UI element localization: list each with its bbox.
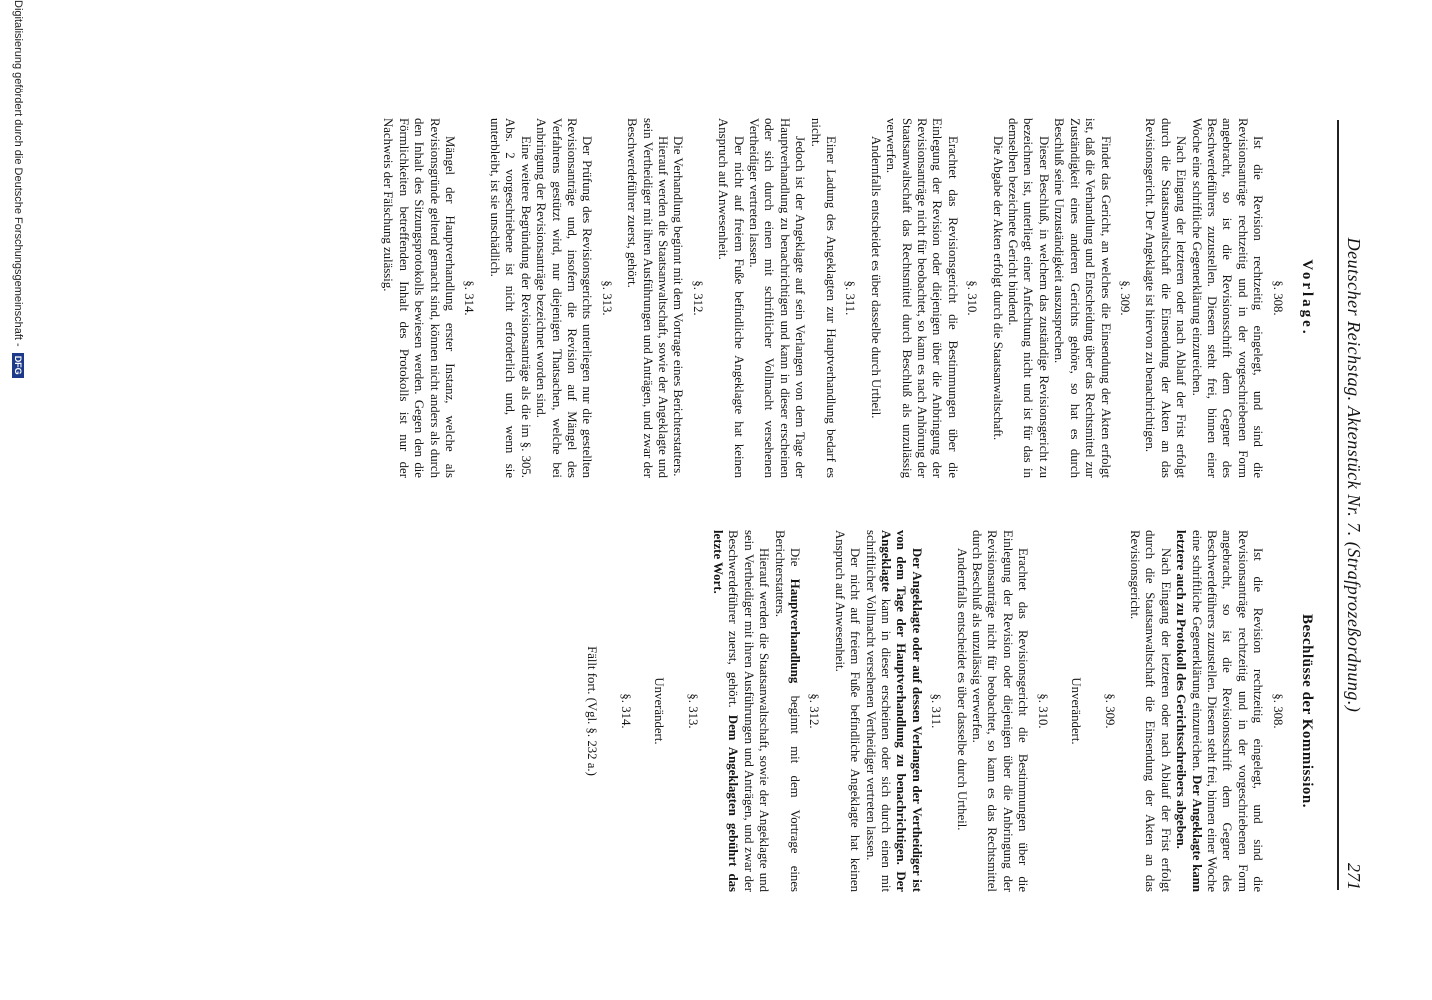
section-block xyxy=(715,118,858,478)
paragraph: Nach Eingang der letzteren oder nach Ablauf der Frist erfolgt durch die Staatsanwaltschaft die Einsendung der Akten an das Revisionsgericht. xyxy=(1127,530,1173,892)
section-number: §. 308. xyxy=(1270,280,1285,316)
paragraph-amendment: Der Angeklagte oder auf dessen Verlangen der Vertheidiger ist von dem Tage der Hauptverhandlung zu benachrichtigen. xyxy=(894,530,924,892)
section-313 xyxy=(651,530,700,892)
paragraph: Erachtet das Revisionsgericht die Bestimmungen über die Einlegung der Revision oder diejenigen über die Anbringung der Revisionsanträge nicht für beobachtet, so kann es nach Anhörung der Staatsanwaltschaft das Rechtsmittel durch Beschluß als unzulässig verwerfen. xyxy=(884,118,960,478)
section-number: §. 310. xyxy=(965,280,980,316)
section-312 xyxy=(710,530,822,892)
section-number: §. 314. xyxy=(618,693,633,729)
section-block xyxy=(989,118,1132,478)
paragraph: Der nicht auf freiem Fuße befindliche Angeklagte hat keinen Anspruch auf Anwesenheit. xyxy=(716,118,746,478)
paragraph: Eine weitere Begründung der Revisionsanträge als die im §. 305. Abs. 2 vorgeschriebene ist nicht erforderlich und, wenn sie unterbleibt, ist sie unschädlich. xyxy=(487,118,533,478)
section-block xyxy=(1142,118,1285,478)
section-number: §. 314. xyxy=(462,280,477,316)
paragraph: Findet das Gericht, an welches die Einsendung der Akten erfolgt ist, daß die Verhandlung und Entscheidung über das Rechtsmittel zur Zuständigkeit eines anderen Gerichts gehöre, so hat es durch Beschluß seine Unzuständigkeit auszusprechen. xyxy=(1052,118,1113,478)
section-309 xyxy=(1068,530,1117,892)
paragraph xyxy=(862,530,924,892)
section-number: §. 310. xyxy=(1035,693,1050,729)
column-heading-vorlage: Vorlage. xyxy=(1299,259,1315,337)
paragraph-text: beginnt mit dem Vortrage eines Berichterstatters. xyxy=(772,530,803,892)
page-header xyxy=(1337,120,1364,890)
column-vorlage xyxy=(370,118,1314,478)
section-number: §. 312. xyxy=(807,693,822,729)
section-number: §. 312. xyxy=(690,280,705,316)
paragraph: Die Abgabe der Akten erfolgt durch die Staatsanwaltschaft. xyxy=(990,136,1005,441)
section-block xyxy=(487,118,614,478)
section-number: §. 309. xyxy=(1117,280,1132,316)
dfg-logo: DFG xyxy=(12,353,24,378)
page-number: 271 xyxy=(1344,863,1364,890)
section-310 xyxy=(953,530,1049,892)
header-title: Deutscher Reichstag. Aktenstück Nr. 7. (Strafprozeßordnung.) xyxy=(1344,237,1364,713)
paragraph xyxy=(1173,530,1265,892)
column-kommission xyxy=(566,530,1314,892)
paragraph-unchanged: Unverändert. xyxy=(1069,677,1084,745)
section-number: §. 311. xyxy=(843,280,858,316)
section-block xyxy=(624,118,705,478)
paragraph: Andernfalls entscheidet es über dasselbe durch Urtheil. xyxy=(954,548,969,831)
paragraph-unchanged: Unverändert. xyxy=(652,677,667,745)
section-block xyxy=(867,118,979,478)
paragraph: Jedoch ist der Angeklagte auf sein Verlangen von dem Tage der Hauptverhandlung zu benachrichtigen und kann in dieser erscheinen oder sich durch einen mit schriftlicher Vollmacht versehenen Vertheidiger vertreten lassen. xyxy=(747,118,808,478)
section-308 xyxy=(1127,530,1285,892)
paragraph: Mängel der Hauptverhandlung erster Instanz, welche als Revisionsgründe geltend gemacht sind, können nicht anders als durch den Inhalt des Sitzungsprotokolls bewiesen werden. Gegen den die Förmlichkeiten betreffenden Inhalt des Protokolls ist nur der Nachweis der Fälschung zulässig. xyxy=(381,118,458,478)
footer-credit: Digitalisierung gefördert durch die Deutsche Forschungsgemeinschaft - xyxy=(12,0,24,347)
paragraph-amendment: Dem Angeklagten gebührt das letzte Wort. xyxy=(711,530,741,892)
section-number: §. 313. xyxy=(685,693,700,729)
paragraph: Hierauf werden die Staatsanwaltschaft, sowie der Angeklagte und sein Vertheidiger mit ihren Ausführungen und Anträgen, und zwar der Beschwerdeführer zuerst, gehört. xyxy=(625,118,670,478)
paragraph-amendment: Der Angeklagte kann letztere auch zu Protokoll des Gerichtsschreibers abgeben. xyxy=(1174,530,1204,892)
paragraph: Ist die Revision rechtzeitig eingelegt, und sind die Revisionsanträge rechtzeitig und in der vorgeschriebenen Form angebracht, so ist die Revisionsschrift dem Gegner des Beschwerdeführers zuzustellen. Diesem steht frei, binnen einer Woche eine schriftliche Gegenerklärung einzureichen. xyxy=(1189,118,1266,478)
section-number: §. 311. xyxy=(929,693,944,729)
paragraph-amendment: Der Angeklagte xyxy=(879,530,909,892)
section-number: §. 308. xyxy=(1270,693,1285,729)
section-block xyxy=(380,118,476,478)
paragraph: Der Prüfung des Revisionsgerichts unterliegen nur die gestellten Revisionsanträge und, insofern die Revision auf Mängel des Verfahrens gestützt wird, nur diejenigen Thatsachen, welche bei Anbringung der Revisionsanträge bezeichnet worden sind. xyxy=(534,118,595,478)
column-heading-kommission: Beschlüsse der Kommission. xyxy=(1299,614,1315,808)
paragraph: Erachtet das Revisionsgericht die Bestimmungen über die Einlegung der Revision oder diejenigen über die Anbringung der Revisionsanträge nicht für beobachtet, so kann es das Rechtsmittel durch Beschluß als unzulässig verwerfen. xyxy=(970,530,1031,892)
vorlage-sections xyxy=(380,118,1285,478)
paragraph xyxy=(710,530,772,892)
paragraph-text: Ist die Revision rechtzeitig eingelegt, und sind die Revisionsanträge rechtzeitig und in der vorgeschriebenen Form angebracht, so ist die Revisionsschrift dem Gegner des Beschwerdeführers zuzustellen. Diesem steht frei, binnen einer Woche eine schriftliche Gegenerklärung einzureichen. xyxy=(1189,530,1266,892)
paragraph: Andernfalls entscheidet es über dasselbe durch Urtheil. xyxy=(868,136,883,419)
paragraph-text: kann in dieser erscheinen oder sich durch einen mit schriftlicher Vollmacht versehenen Vertheidiger vertreten lassen. xyxy=(863,530,894,892)
digitization-footer xyxy=(12,0,24,1000)
paragraph: Einer Ladung des Angeklagten zur Hauptverhandlung bedarf es nicht. xyxy=(808,118,839,478)
paragraph-amendment: Hauptverhandlung xyxy=(788,578,803,684)
section-number: §. 309. xyxy=(1102,693,1117,729)
paragraph: Nach Eingang der letzteren oder nach Ablauf der Frist erfolgt durch die Staatsanwaltschaft die Einsendung der Akten an das Revisionsgericht. Der Angeklagte ist hiervon zu benachrichtigen. xyxy=(1143,118,1189,478)
paragraph: Der nicht auf freiem Fuße befindliche Angeklagte hat keinen Anspruch auf Anwesenheit. xyxy=(832,530,863,892)
paragraph-text: Die xyxy=(788,548,803,567)
section-311 xyxy=(831,530,943,892)
paragraph-text: Hierauf werden die Staatsanwaltschaft, sowie der Angeklagte und sein Vertheidiger mit ihren Ausführungen und Anträgen, und zwar der Beschwerdeführer zuerst, gehört. xyxy=(726,530,772,892)
paragraph: Die Verhandlung beginnt mit dem Vortrage eines Berichterstatters. xyxy=(671,136,686,477)
section-number: §. 313. xyxy=(599,280,614,316)
paragraph-removed: Fällt fort. (Vgl. §. 232 a.) xyxy=(585,646,600,776)
paragraph xyxy=(771,530,802,892)
section-314 xyxy=(584,530,633,892)
paragraph: Dieser Beschluß, in welchem das zuständige Revisionsgericht zu bezeichnen ist, unterliegt einer Anfechtung nicht und ist für das in demselben bezeichnete Gericht bindend. xyxy=(1006,118,1051,478)
